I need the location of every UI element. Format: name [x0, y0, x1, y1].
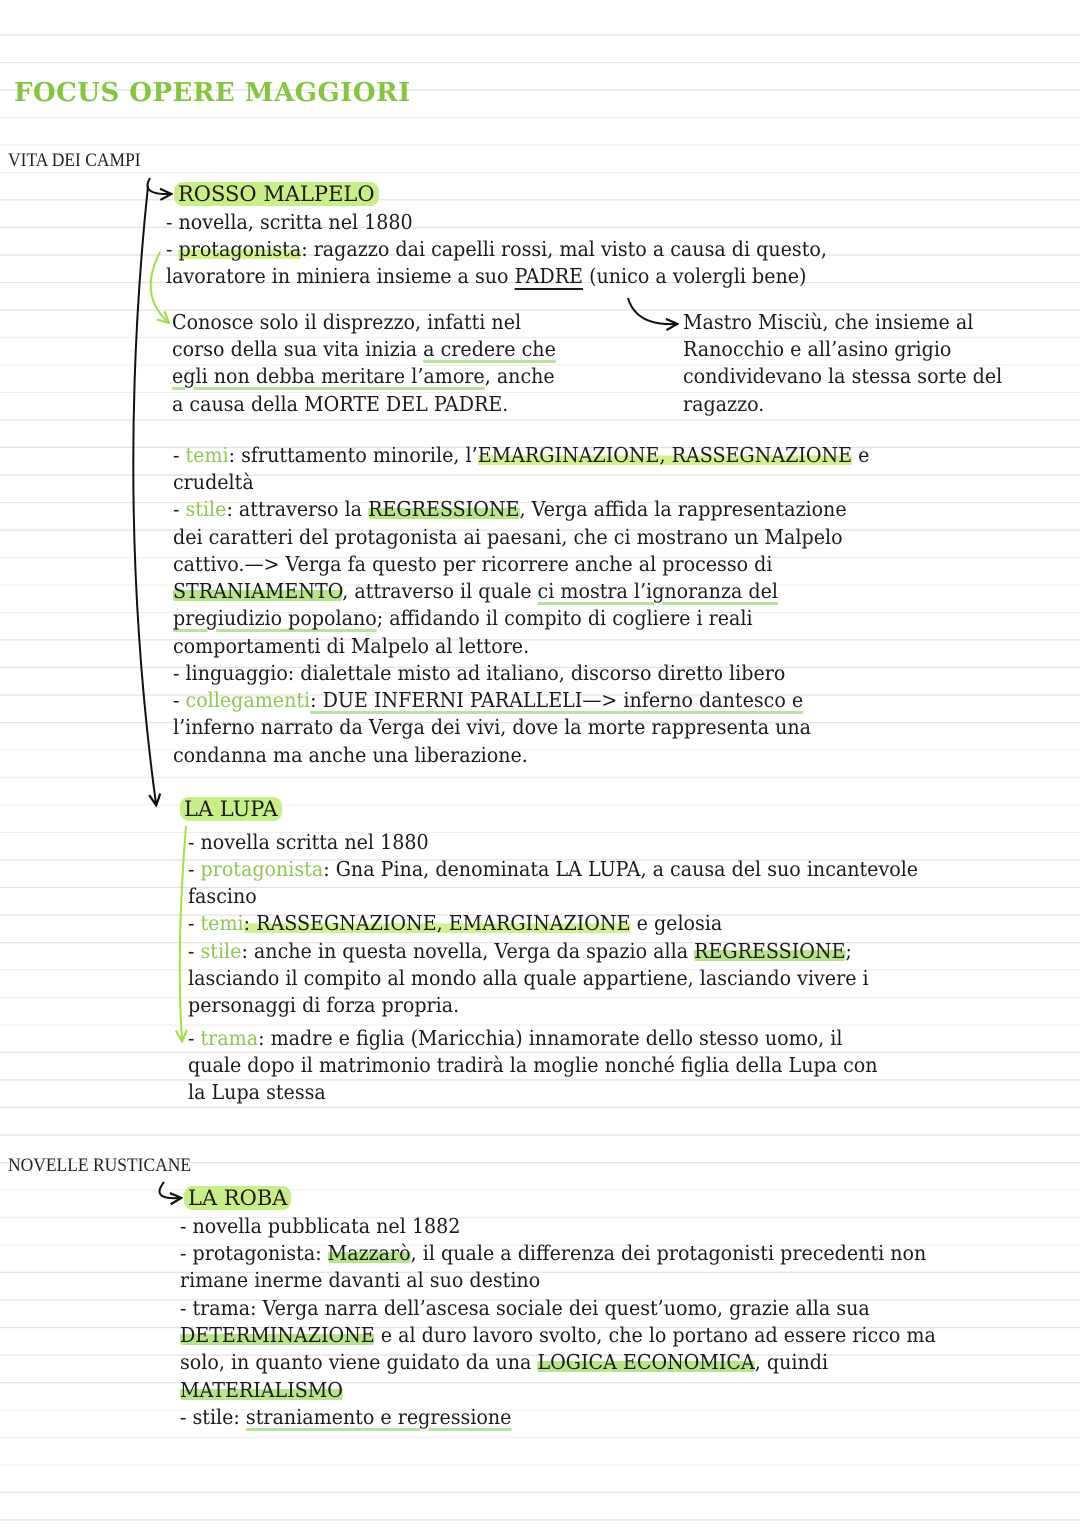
lupa-protagonista: - protagonista: Gna Pina, denominata LA LUPA, a causa del suo incantevole: [188, 857, 919, 881]
page-title: FOCUS OPERE MAGGIORI: [14, 78, 411, 108]
malpelo-right-3: condividevano la stessa sorte del: [683, 364, 1003, 388]
lupa-trama-2: quale dopo il matrimonio tradirà la moglie nonché figlia della Lupa con: [188, 1053, 878, 1077]
malpelo-temi: - temi: sfruttamento minorile, l’EMARGINAZIONE, RASSEGNAZIONE e: [173, 443, 870, 467]
malpelo-stile-6: comportamenti di Malpelo al lettore.: [173, 634, 530, 658]
heading-la-roba: LA ROBA: [184, 1185, 291, 1212]
roba-trama-2: DETERMINAZIONE e al duro lavoro svolto, che lo portano ad essere ricco ma: [180, 1323, 936, 1347]
lupa-stile-2: lasciando il compito al mondo alla quale appartiene, lasciando vivere i: [188, 966, 869, 990]
lupa-trama: - trama: madre e figlia (Maricchia) innamorate dello stesso uomo, il: [188, 1026, 843, 1050]
malpelo-left-2: corso della sua vita inizia a credere che: [172, 337, 556, 361]
malpelo-stile-5: pregiudizio popolano; affidando il compito di cogliere i reali: [173, 606, 753, 630]
malpelo-left-4: a causa della MORTE DEL PADRE.: [172, 392, 509, 416]
roba-trama-4: MATERIALISMO: [180, 1378, 343, 1402]
roba-trama: - trama: Verga narra dell’ascesa sociale dei quest’uomo, grazie alla sua: [180, 1296, 870, 1320]
malpelo-right-2: Ranocchio e all’asino grigio: [683, 337, 952, 361]
arrow-to-rosso-malpelo: [148, 178, 171, 194]
malpelo-line-protagonista: - protagonista: ragazzo dai capelli rossi, mal visto a causa di questo,: [166, 237, 827, 261]
heading-rosso-malpelo: ROSSO MALPELO: [174, 181, 379, 208]
lupa-stile: - stile: anche in questa novella, Verga da spazio alla REGRESSIONE;: [188, 939, 852, 963]
arrow-padre-to-mastro: [628, 298, 676, 324]
malpelo-collegamenti-2: l’inferno narrato da Verga dei vivi, dove la morte rappresenta una: [173, 715, 812, 739]
malpelo-right-1: Mastro Misciù, che insieme al: [683, 310, 974, 334]
malpelo-collegamenti: - collegamenti: DUE INFERNI PARALLELI—> inferno dantesco e: [173, 688, 804, 712]
roba-stile: - stile: straniamento e regressione: [180, 1405, 512, 1429]
lupa-temi: - temi: RASSEGNAZIONE, EMARGINAZIONE e gelosia: [188, 911, 723, 935]
malpelo-left-3: egli non debba meritare l’amore, anche: [172, 364, 555, 388]
malpelo-line-lavoratore: lavoratore in miniera insieme a suo PADRE (unico a volergli bene): [166, 264, 807, 288]
malpelo-stile-2: dei caratteri del protagonista ai paesani, che ci mostrano un Malpelo: [173, 525, 843, 549]
malpelo-collegamenti-3: condanna ma anche una liberazione.: [173, 743, 528, 767]
malpelo-right-4: ragazzo.: [683, 392, 765, 416]
padre-underlined: PADRE: [514, 264, 584, 288]
lupa-line-novella: - novella scritta nel 1880: [188, 830, 429, 854]
malpelo-stile-4: STRANIAMENTO, attraverso il quale ci mostra l’ignoranza del: [173, 579, 778, 603]
roba-line-novella: - novella pubblicata nel 1882: [180, 1214, 461, 1238]
lupa-protagonista-2: fascino: [188, 884, 257, 908]
malpelo-linguaggio: - linguaggio: dialettale misto ad italiano, discorso diretto libero: [173, 661, 786, 685]
malpelo-line-novella: - novella, scritta nel 1880: [166, 210, 413, 234]
arrow-to-la-lupa: [133, 186, 156, 804]
lupa-trama-3: la Lupa stessa: [188, 1080, 326, 1104]
heading-la-lupa: LA LUPA: [180, 796, 282, 823]
arrow-to-la-roba: [160, 1182, 180, 1198]
malpelo-left-1: Conosce solo il disprezzo, infatti nel: [172, 310, 522, 334]
malpelo-temi-2: crudeltà: [173, 470, 254, 494]
malpelo-stile: - stile: attraverso la REGRESSIONE, Verga affida la rappresentazione: [173, 497, 847, 521]
roba-protagonista-2: rimane inerme davanti al suo destino: [180, 1268, 541, 1292]
malpelo-stile-3: cattivo.—> Verga fa questo per ricorrere anche al processo di: [173, 552, 773, 576]
lupa-stile-3: personaggi di forza propria.: [188, 993, 460, 1017]
section-novelle-rusticane: NOVELLE RUSTICANE: [8, 1155, 192, 1176]
roba-protagonista: - protagonista: Mazzarò, il quale a differenza dei protagonisti precedenti non: [180, 1241, 927, 1265]
roba-trama-3: solo, in quanto viene guidato da una LOGICA ECONOMICA, quindi: [180, 1350, 829, 1374]
arrow-lupa-to-trama: [180, 826, 186, 1040]
section-vita-dei-campi: VITA DEI CAMPI: [8, 150, 141, 171]
